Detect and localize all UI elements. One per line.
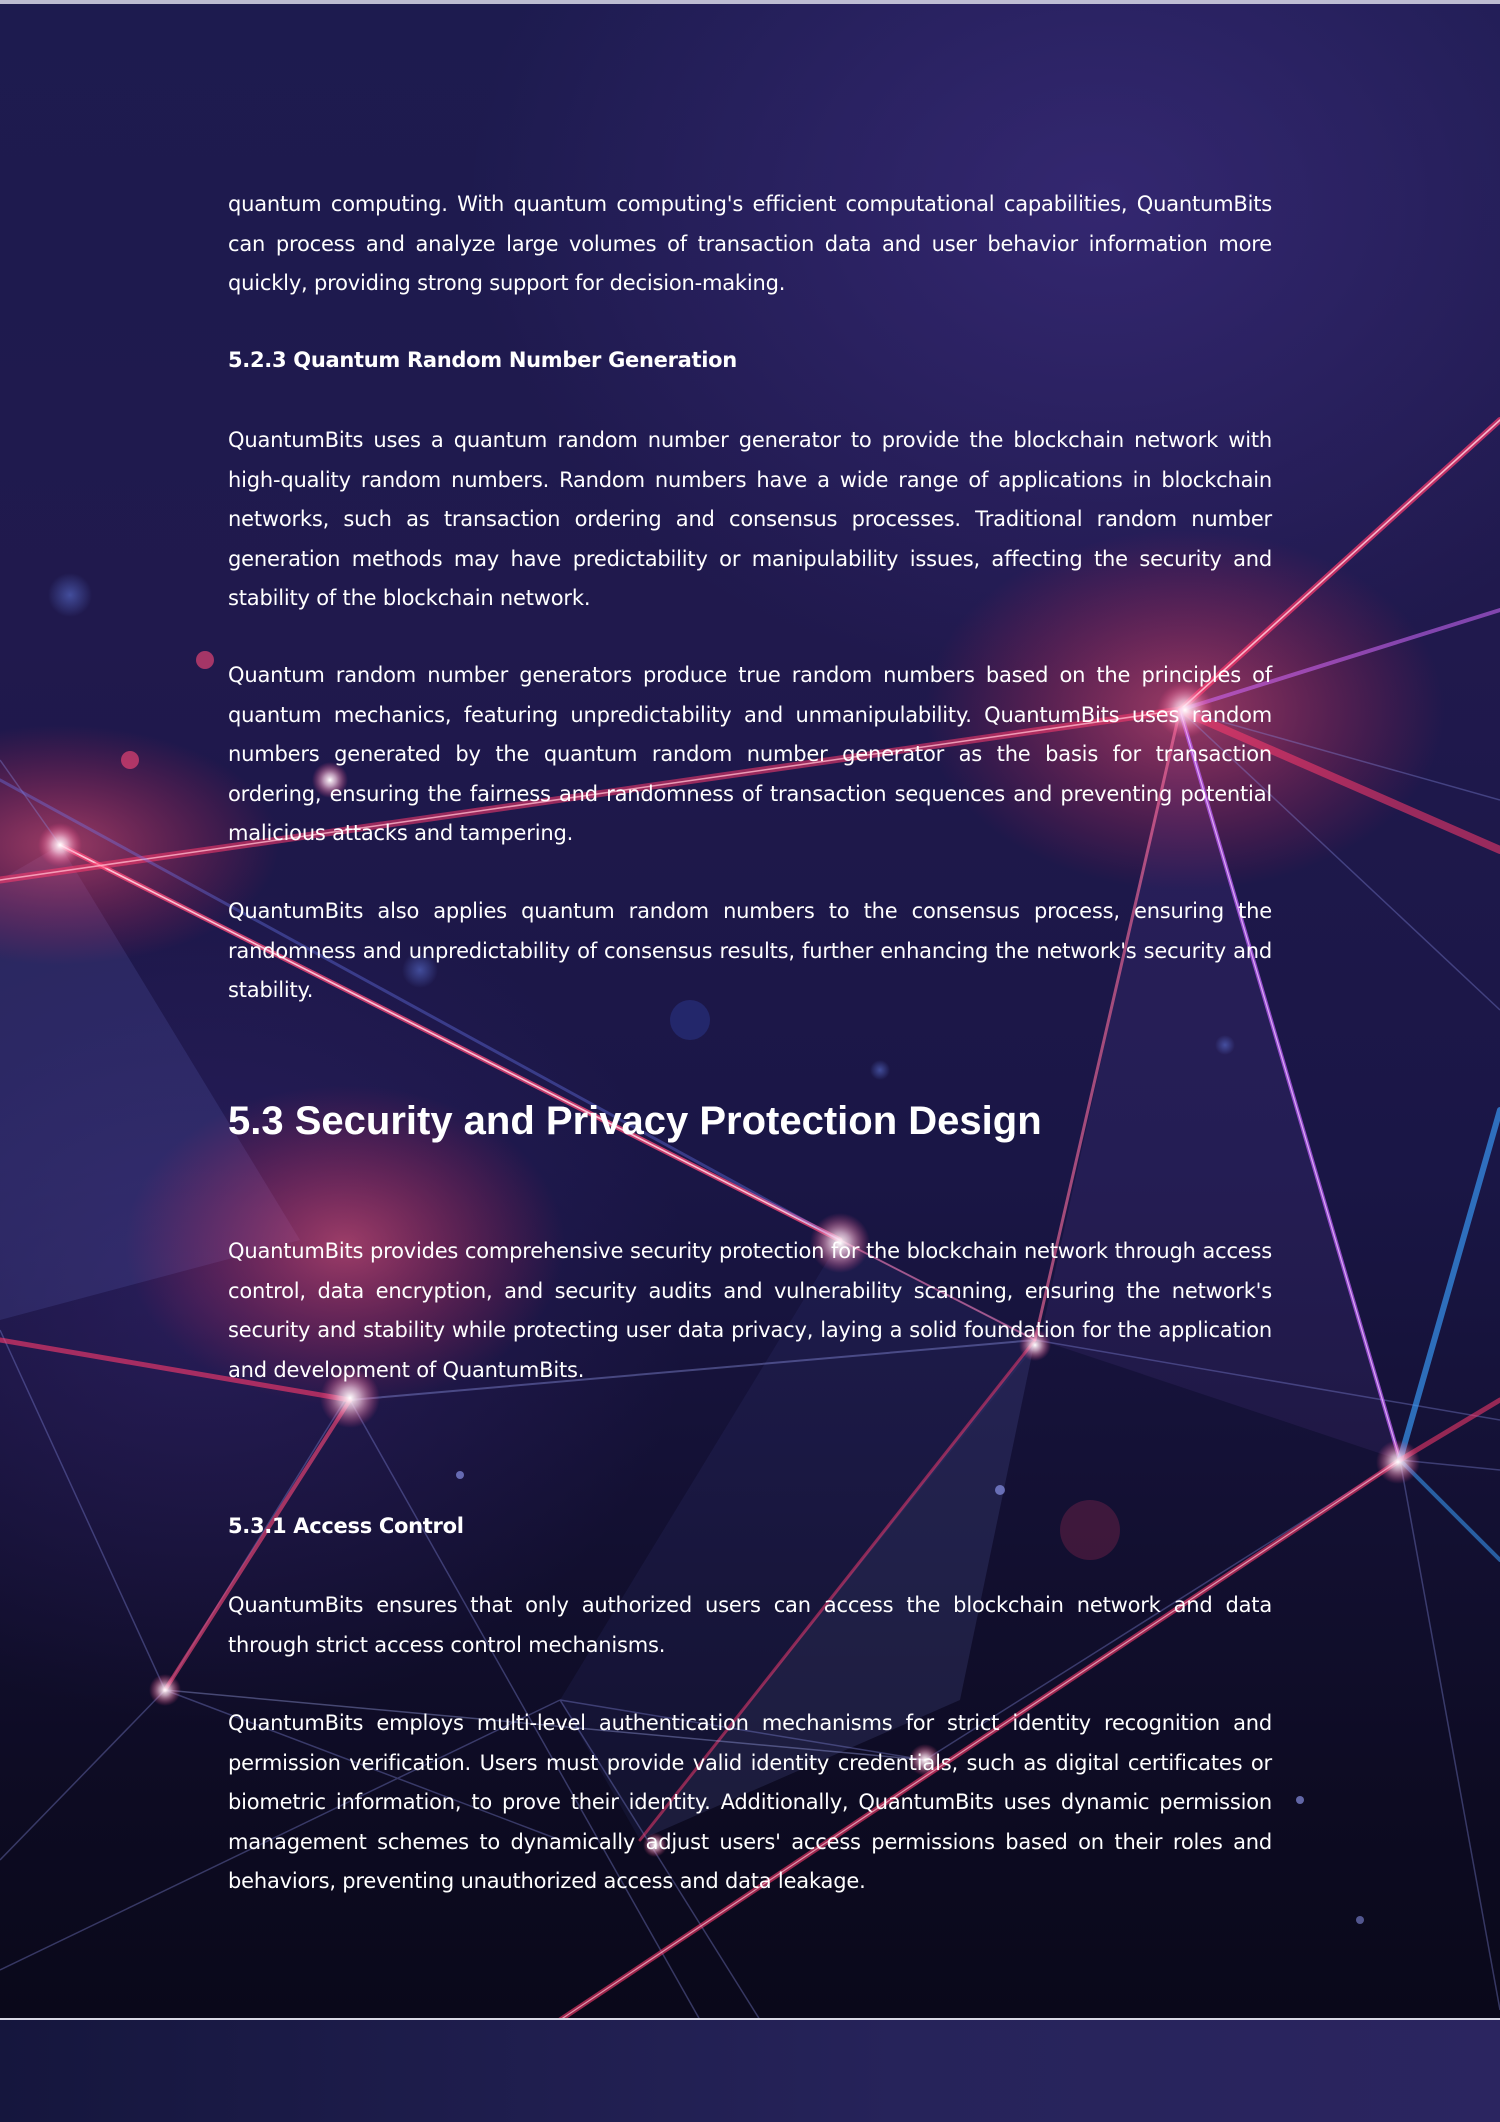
- section-heading-5-3-1: 5.3.1 Access Control: [228, 1514, 464, 1538]
- top-border: [0, 0, 1500, 4]
- paragraph-5-3: QuantumBits provides comprehensive security protection for the blockchain network through access control, data encryption, and security audits and vulnerability scanning, ensuring the network's security and stability while protecting user data privacy, laying a solid foundation for the application and development of QuantumBits.: [228, 1239, 1272, 1382]
- section-heading-5-2-3: 5.2.3 Quantum Random Number Generation: [228, 348, 737, 372]
- paragraph-5-3-1-2: QuantumBits employs multi-level authentication mechanisms for strict identity recognition and permission verification. Users must provide valid identity credentials, such as digital certificates or biometric information, to prove their identity. Additionally, QuantumBits uses dynamic permission management schemes to dynamically adjust users' access permissions based on their roles and behaviors, preventing unauthorized access and data leakage.: [228, 1711, 1272, 1893]
- paragraph-5-2-3-3: QuantumBits also applies quantum random numbers to the consensus process, ensuring the randomness and unpredictability of consensus results, further enhancing the network's security and stability.: [228, 899, 1272, 1002]
- paragraph-5-2-3-1: QuantumBits uses a quantum random number generator to provide the blockchain network with high-quality random numbers. Random numbers have a wide range of applications in blockchain networks, such as transaction ordering and consensus processes. Traditional random number generation methods may have predictability or manipulability issues, affecting the security and stability of the blockchain network.: [228, 428, 1272, 610]
- intro-paragraph: quantum computing. With quantum computing's efficient computational capabilities, QuantumBits can process and analyze large volumes of transaction data and user behavior information more quickly, providing strong support for decision-making.: [228, 192, 1272, 295]
- paragraph-5-3-1-1: QuantumBits ensures that only authorized users can access the blockchain network and data through strict access control mechanisms.: [228, 1593, 1272, 1657]
- section-heading-5-3: 5.3 Security and Privacy Protection Design: [228, 1099, 1042, 1143]
- paragraph-5-2-3-2: Quantum random number generators produce true random numbers based on the principles of quantum mechanics, featuring unpredictability and unmanipulability. QuantumBits uses random numbers generated by the quantum random number generator as the basis for transaction ordering, ensuring the fairness and randomness of transaction sequences and preventing potential malicious attacks and tampering.: [228, 663, 1272, 845]
- footer-band: [0, 2020, 1500, 2122]
